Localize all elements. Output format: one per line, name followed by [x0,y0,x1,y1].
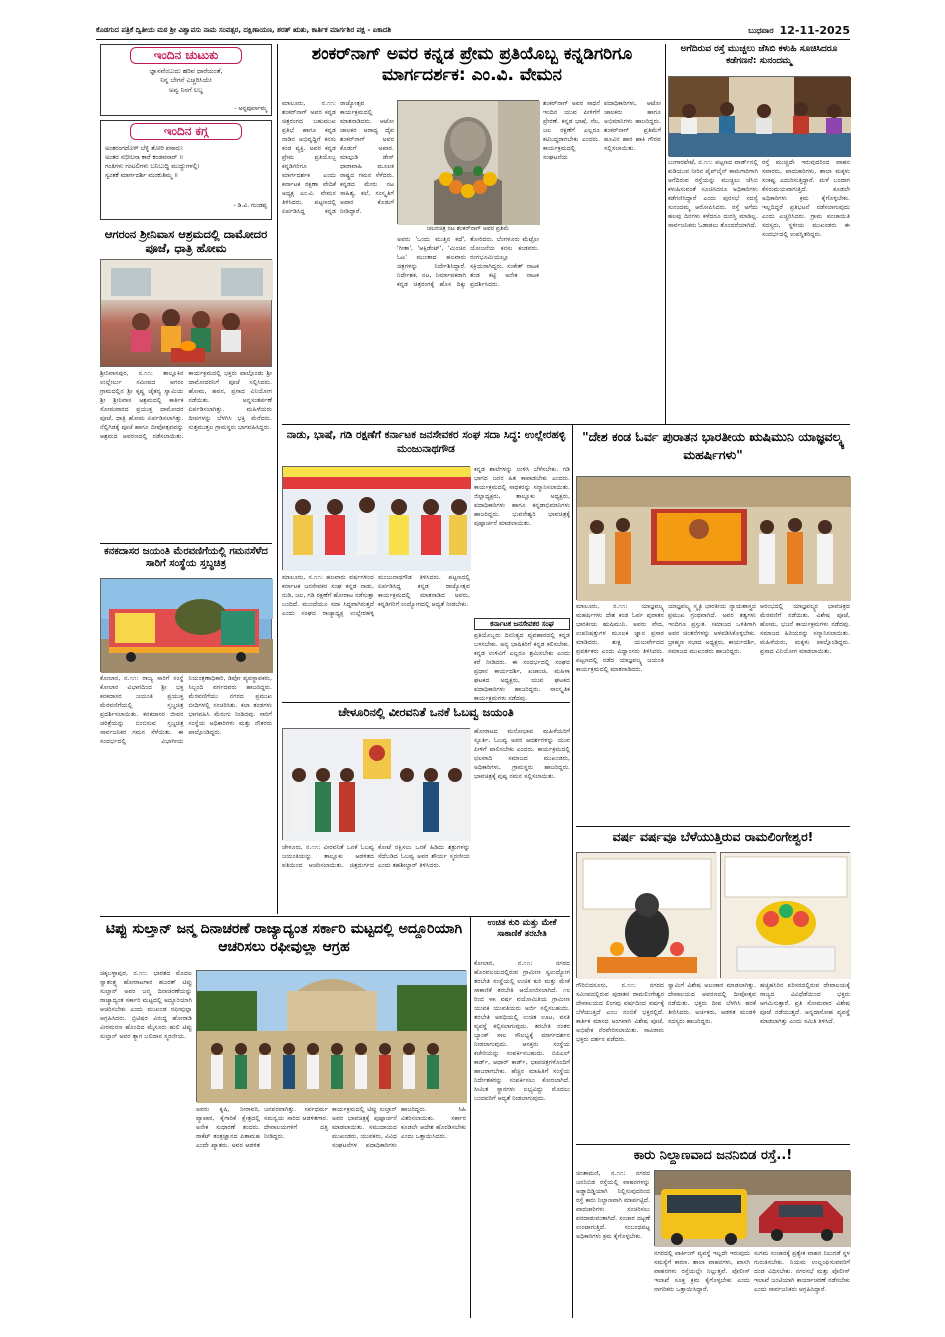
ashram-text: ಶ್ರೀನಿವಾಸಪುರ, ನ.೧೧: ತಾಲ್ಲೂಕಿನ ಉಲ್ಲೇರ್ಲು ಸಮೀಪದ ಆಗರಂ ಗ್ರಾಮದಲ್ಲಿನ ಶ್ರೀ ಕೃಷ್ಣ ಚೈತನ್ಯ ಸ್ವಾಮಿಯ ಶ್ರೀ ಶ್ರೀನಿವಾಸ ಆಶ್ರಮದಲ್ಲಿ ಕಾರ್ತಿಕ ಸೋಮವಾರದ ಪ್ರಯುಕ್ತ ದಾಮೋದರ ಪೂಜೆ, ಧಾತ್ರಿ ಹೋಮ ಏರ್ಪಡಿಸಲಾಗಿತ್ತು. ನೆಲ್ಲಿಗಿಡಕ್ಕೆ ಪೂಜೆ ಹಾಗೂ ದೀಪೋತ್ಸವವನ್ನು ಆಶ್ರಮದ ಆವರಣದಲ್ಲಿ ನಡೆಸಲಾಯಿತು. ಕಾರ್ಯಕ್ರಮದಲ್ಲಿ ಭಕ್ತರು ಪಾಲ್ಗೊಂಡು ಶ್ರೀ ದಾಮೋದರನಿಗೆ ಪೂಜೆ ಸಲ್ಲಿಸಿದರು. ಹೋಮ, ಹವನ, ಪ್ರಸಾದ ವಿನಿಯೋಗ ನಡೆಯಿತು. ಅನ್ನಸಂತರ್ಪಣೆ ಏರ್ಪಡಿಸಲಾಗಿತ್ತು. ಮಹಿಳೆಯರು ದೀಪಗಳನ್ನು ಬೆಳಗಿಸಿ ಭಕ್ತಿ ಮೆರೆದರು. ಸುತ್ತಮುತ್ತಲ ಗ್ರಾಮಸ್ಥರು ಭಾಗವಹಿಸಿದ್ದರು. [100,370,274,440]
car-text-b: ನಗರದಲ್ಲಿ ಪಾರ್ಕಿಂಗ್ ವ್ಯವಸ್ಥೆ ಇಲ್ಲದೇ ಇರುವುದು ಸಮಸ್ಯೆಗೆ ಕಾರಣ. ಶಾಲಾ ವಾಹನಗಳು, ಖಾಸಗಿ ವಾಹನಗಳು ರಸ್ತೆಯಲ್ಲೇ ನಿಲ್ಲುತ್ತವೆ. ಪೊಲೀಸ್ ಇಲಾಖೆ ಸೂಕ್ತ ಕ್ರಮ ಕೈಗೊಳ್ಳಬೇಕು ಎಂದು ನಾಗರಿಕರು ಒತ್ತಾಯಿಸಿದ್ದಾರೆ. [654,1250,752,1293]
statue-illustration [398,101,540,225]
nadu-photo [282,466,470,570]
ashram-heading: ಆಗರಂನ ಶ್ರೀನಿವಾಸ ಆಶ್ರಮದಲ್ಲಿ ದಾಮೋದರ ಪೂಜೆ, ಧಾತ್ರಿ ಹೋಮ [104,227,268,255]
nadu-subheading: ಕರ್ನಾಟಕ ಜನಸೇವಕರ ಸಂಘ [474,618,570,630]
obavva-photo [282,728,470,840]
tipu-photo [196,970,466,1102]
rama-heading: ವರ್ಷ ವರ್ಷವೂ ಬೆಳೆಯುತ್ತಿರುವ ರಾಮಲಿಂಗೇಶ್ವರ! [612,829,814,844]
sheep-text: ಕೋಲಾರ, ನ.೧೧: ನಗರದ ಹೊರವಲಯದಲ್ಲಿರುವ ಗ್ರಾಮೀಣ ಸ್ವಉದ್ಯೋಗ ತರಬೇತಿ ಸಂಸ್ಥೆಯಲ್ಲಿ ಉಚಿತ ಕುರಿ ಮತ್ತು ಮೇಕೆ ಸಾಕಾಣಿಕೆ ತರಬೇತಿ ಆಯೋಜಿಸಲಾಗಿದೆ. ೧೮ ರಿಂದ ೪೫ ವರ್ಷ ವಯೋಮಿತಿಯ ಗ್ರಾಮೀಣ ಯುವಕ ಯುವತಿಯರು ಅರ್ಜಿ ಸಲ್ಲಿಸಬಹುದು. ತರಬೇತಿ ಅವಧಿಯಲ್ಲಿ ಉಚಿತ ಊಟ, ವಸತಿ ವ್ಯವಸ್ಥೆ ಕಲ್ಪಿಸಲಾಗುವುದು. ತರಬೇತಿ ನಂತರ ಬ್ಯಾಂಕ್ ಸಾಲ ಸೌಲಭ್ಯಕ್ಕೆ ಮಾರ್ಗದರ್ಶನ ನೀಡಲಾಗುವುದು. ಆಸಕ್ತರು ಸಂಸ್ಥೆಯ ಕಚೇರಿಯನ್ನು ಸಂಪರ್ಕಿಸಬಹುದು. ಬಿಪಿಎಲ್ ಕಾರ್ಡ್, ಆಧಾರ್ ಕಾರ್ಡ್, ಭಾವಚಿತ್ರಗಳೊಂದಿಗೆ ಹಾಜರಾಗಬೇಕು. ಹೆಚ್ಚಿನ ಮಾಹಿತಿಗೆ ಸಂಸ್ಥೆಯ ನಿರ್ದೇಶಕರನ್ನು ಸಂಪರ್ಕಿಸಲು ಕೋರಲಾಗಿದೆ. ಸೀಮಿತ ಸ್ಥಾನಗಳು ಲಭ್ಯವಿದ್ದು ಮೊದಲು ಬಂದವರಿಗೆ ಆದ್ಯತೆ ನೀಡಲಾಗುವುದು. [474,960,572,1102]
obavva-text-a: ಚೇಳೂರು, ನ.೧೧: ವೀರವನಿತೆ ಒನಕೆ ಓಬವ್ವ ಜಯಂತಿಯನ್ನು ತಾಲ್ಲೂಕು ಆಡಳಿತದ ವತಿಯಿಂದ ಆಚರಿಸಲಾಯಿತು. ಚಿತ್ರದುರ್ಗದ ಕೋಟೆ ರಕ್ಷಿಸಲು ಒನಕೆ ಹಿಡಿದು ಶತ್ರುಗಳನ್ನು ಸೆದೆಬಡಿದ ಓಬವ್ವ ಅವರ ಶೌರ್ಯ ಸ್ಮರಣೀಯ ಎಂದು ತಹಶೀಲ್ದಾರ್ ತಿಳಿಸಿದರು. [282,844,472,869]
shankar-caption: ಚಲನಚಿತ್ರ ನಟ ಶಂಕರ್‌ನಾಗ್ ಅವರ ಪ್ರತಿಮೆ [426,225,510,232]
tomb-illustration [197,971,467,1103]
poem-text: ಅಂತರಂಗದೊಳ್ ಬೆಳ್ಳಿ ತೋರಿ ಪಸಾರು। ಅಂತರ ಸಭೀಲನಾ ಕಾರೆ ಕಂಡವನಾರ್ ॥ ಗಂತಿಗಳು ಗಂಟಲಿಗಳು ಬನಿಬುದ್ಧಿ ಮುದ್ದುಗಳಲ್ಲಿ। ಸ್ವಂತಕೆ ಮಾರ್ಗದರ್ಶಿ ಮಂಕುತಿಮ್ಮ ॥ [105,145,200,180]
rama-text-c: ಹಚ್ಚಹಸಿರಿನ ಪರಿಸರದಲ್ಲಿರುವ ದೇವಾಲಯಕ್ಕೆ ರಾಜ್ಯದ ವಿವಿಧೆಡೆಯಿಂದ ಭಕ್ತರು ಆಗಮಿಸುತ್ತಾರೆ. ಪ್ರತಿ ಸೋಮವಾರ ವಿಶೇಷ ಪೂಜೆ ನಡೆಯುತ್ತದೆ. ಅನ್ನದಾಸೋಹ ವ್ಯವಸ್ಥೆ ಮಾಡಲಾಗಿತ್ತು ಎಂದು ಸಮಿತಿ ತಿಳಿಸಿದೆ. [760,982,852,1025]
tableau-text: ಕೋಲಾರ, ನ.೧೧: ರಾಜ್ಯ ಸಾರಿಗೆ ಸಂಸ್ಥೆ ಕೋಲಾರ ವಿಭಾಗದಿಂದ ಶ್ರೀ ಭಕ್ತ ಕನಕದಾಸರ ಜಯಂತಿ ಪ್ರಯುಕ್ತ ಮೆರವಣಿಗೆಯಲ್ಲಿ ಸ್ತಬ್ಧಚಿತ್ರ ಪ್ರದರ್ಶಿಸಲಾಯಿತು. ಕನಕದಾಸರ ಜೀವನ ಚರಿತ್ರೆಯನ್ನು ಬಿಂಬಿಸುವ ಸ್ತಬ್ಧಚಿತ್ರ ಸಾರ್ವಜನಿಕರ ಗಮನ ಸೆಳೆಯಿತು. ಈ ಸಂದರ್ಭದಲ್ಲಿ ವಿಭಾಗೀಯ ನಿಯಂತ್ರಣಾಧಿಕಾರಿ, ಡಿಪೋ ವ್ಯವಸ್ಥಾಪಕರು, ಸಿಬ್ಬಂದಿ ವರ್ಗದವರು ಹಾಜರಿದ್ದರು. ಮೆರವಣಿಗೆಯು ನಗರದ ಪ್ರಮುಖ ಬೀದಿಗಳಲ್ಲಿ ಸಂಚರಿಸಿತು. ಕಲಾ ತಂಡಗಳು ಭಾಗವಹಿಸಿ ಮೆರುಗು ನೀಡಿದವು. ಸಾರಿಗೆ ಸಂಸ್ಥೆಯ ಅಧಿಕಾರಿಗಳು ಮತ್ತು ನೌಕರರು ಪಾಲ್ಗೊಂಡಿದ್ದರು. [100,675,274,745]
meeting-illustration [669,77,851,157]
nadu-text-a: ಮಾಲೂರು, ನ.೧೧: ಹಲವಾರು ವರ್ಷಗಳಿಂದ ಕರ್ನಾಟಕ ಜನಸೇವಕರ ಸಂಘ ಕನ್ನಡ ನಾಡು, ನುಡಿ, ಜಲ, ಗಡಿ ರಕ್ಷಣೆಗೆ ಹೋರಾಟ ನಡೆಸುತ್ತಾ ಬಂದಿದೆ. ಮುಂದೆಯೂ ಸದಾ ಸಿದ್ಧವಾಗಿರುತ್ತದೆ ಎಂದು ಸಂಘದ ರಾಜ್ಯಾಧ್ಯಕ್ಷ ಉಲ್ಲೇರಹಳ್ಳಿ ಮಂಜುನಾಥಗೌಡ ತಿಳಿಸಿದರು. ಪಟ್ಟಣದಲ್ಲಿ ಏರ್ಪಡಿಸಿದ್ದ ಕನ್ನಡ ರಾಜ್ಯೋತ್ಸವ ಕಾರ್ಯಕ್ರಮದಲ್ಲಿ ಮಾತನಾಡಿದ ಅವರು, ಕನ್ನಡಿಗರಿಗೆ ಉದ್ಯೋಗದಲ್ಲಿ ಆದ್ಯತೆ ನೀಡಬೇಕು. [282,574,472,617]
road-photo [668,76,850,156]
shankar-heading: ಶಂಕರ್‌ನಾಗ್ ಅವರ ಕನ್ನಡ ಪ್ರೇಮ ಪ್ರತಿಯೊಬ್ಬ ಕನ್ನಡಿಗರಿಗೂ ಮಾರ್ಗದರ್ಶಕ: ಎಂ.ವಿ. ವೇಮನ [311,44,633,86]
tipu-heading: ಟಿಪ್ಪು ಸುಲ್ತಾನ್ ಜನ್ಮ ದಿನಾಚರಣೆ ರಾಜ್ಯಾದ್ಯಂತ ಸರ್ಕಾರಿ ಮಟ್ಟದಲ್ಲಿ ಅದ್ದೂರಿಯಾಗಿ ಆಚರಿಸಲು ರಫೀವುಲ್ಲಾ ಆಗ್ರಹ [105,921,463,956]
thought-text: ಜ್ಞಾನವೆಂಬುದು ಹರಿವ ಧಾರೆಯಂತೆ, ನಿನ್ನ ಬೇಗನೆ ಎಚ್ಚರಿಸಿಯೇ ಅವ್ವ ನಿನಗೆ ಲಬ್ಧ [149,67,223,94]
yajnavalkya-text-c: ಆರಂಭದಲ್ಲಿ ಯಾಜ್ಞವಲ್ಕ್ಯರ ಭಾವಚಿತ್ರದ ಮೆರವಣಿಗೆ ನಡೆಯಿತು. ವಿಶೇಷ ಪೂಜೆ, ಹೋಮ, ಭಜನೆ ಕಾರ್ಯಕ್ರಮಗಳು ನಡೆದವು. ಸಮಾಜದ ಹಿರಿಯರನ್ನು ಸನ್ಮಾನಿಸಲಾಯಿತು. ಮಹಿಳೆಯರು, ಮಕ್ಕಳು ಪಾಲ್ಗೊಂಡಿದ್ದರು. ಪ್ರಸಾದ ವಿನಿಯೋಗ ಮಾಡಲಾಯಿತು. [760,603,852,655]
road-text-a: ಬಂಗಾರಪೇಟೆ, ನ.೧೧: ಪಟ್ಟಣದ ವಾರ್ಡ್‌ನಲ್ಲಿ ಕುಡಿಯುವ ನೀರಿನ ಪೈಪ್‌ಲೈನ್ ಕಾಮಗಾರಿಗಾಗಿ ಅಗೆದಿರುವ ರಸ್ತೆಯನ್ನು ಮುಚ್ಚಲು ಜೆಸಿಬಿ ಕಳುಹಿಸುವಂತೆ ಸೂಚಿಸಿದರೂ ಅಧಿಕಾರಿಗಳು ಕಡೆಗಣಿಸಿದ್ದಾರೆ ಎಂದು ಪುರಸಭೆ ಸದಸ್ಯೆ ಸುನಂದಮ್ಮ ಆರೋಪಿಸಿದರು. ರಸ್ತೆ ಅಗೆದು ಹಲವು ದಿನಗಳು ಕಳೆದರೂ ದುರಸ್ತಿ ಮಾಡಿಲ್ಲ. ಸಾರ್ವಜನಿಕರು ಓಡಾಡಲು ತೊಂದರೆಯಾಗಿದೆ. [668,159,760,229]
car-photo [654,1170,850,1246]
rama-photo-2 [720,852,850,978]
tipu-text-c: ಕಾರ್ಯಕ್ರಮದಲ್ಲಿ ಟಿಪ್ಪು ಸುಲ್ತಾನ್ ಅವರ ಭಾವಚಿತ್ರಕ್ಕೆ ಪುಷ್ಪಾರ್ಚನೆ ಮಾಡಲಾಯಿತು. ಸಮುದಾಯದ ಮುಖಂಡರು, ಯುವಕರು, ವಿವಿಧ ಸಂಘಟನೆಗಳ ಪದಾಧಿಕಾರಿಗಳು ಹಾಜರಿದ್ದರು. ಸಿಹಿ ವಿತರಿಸಲಾಯಿತು. ಸರ್ಕಾರ ಕೂಡಲೇ ಆದೇಶ ಹೊರಡಿಸಬೇಕು ಎಂದು ಒತ್ತಾಯಿಸಿದರು. [332,1106,468,1149]
car-heading: ಕಾರು ನಿಲ್ದಾಣವಾದ ಜನನಿಬಿಡ ರಸ್ತೆ..! [633,1148,793,1163]
shankar-text-b: ಅವರು 'ಒಂದು ಮುತ್ತಿನ ಕಥೆ', 'ಗೀತಾ', 'ಆಕ್ಸಿಡೆಂಟ್', 'ಮಿಂಚಿನ ಓಟ' ಮುಂತಾದ ಹಲವಾರು ಚಿತ್ರಗಳನ್ನು ನಿರ್ದೇಶಿಸಿದ್ದಾರೆ. ನಿರ್ದೇಶಕ, ನಟ, ನಿರ್ಮಾಪಕರಾಗಿ ಕನ್ನಡ ಚಿತ್ರರಂಗಕ್ಕೆ ಹೊಸ ದಿಕ್ಕು ತೋರಿದರು. ಬೆಂಗಳೂರು ಮೆಟ್ರೋ ಯೋಜನೆಯ ಕನಸು ಕಂಡವರು. ರಂಗಭೂಮಿಯಲ್ಲೂ ಸಕ್ರಿಯರಾಗಿದ್ದರು. ಸಂಕೇತ್ ನಾಟಕ ತಂಡ ಕಟ್ಟಿ ಅನೇಕ ನಾಟಕ ಪ್ರದರ್ಶಿಸಿದರು. [397,236,541,288]
thought-title: ಇಂದಿನ ಚುಟುಕು [130,47,242,64]
thought-author: - ಅನ್ನಪೂರ್ಣಮ್ಮ [234,105,267,112]
yajnavalkya-text-a: ಮಾಲೂರು, ನ.೧೧: ಯಾಜ್ಞವಲ್ಕ್ಯ ಮಹರ್ಷಿಗಳು ದೇಶ ಕಂಡ ಓರ್ವ ಪುರಾತನ ಭಾರತೀಯ ಋಷಿಮುನಿ. ಅವರು ವೇದ, ಉಪನಿಷತ್ತುಗಳ ಮೂಲಕ ಜ್ಞಾನ ಪ್ರಸಾರ ಮಾಡಿದರು. ಶುಕ್ಲ ಯಜುರ್ವೇದದ ಪ್ರವರ್ತಕರು ಎಂದು ವಿದ್ವಾಂಸರು ತಿಳಿಸಿದರು. ಪಟ್ಟಣದಲ್ಲಿ ನಡೆದ ಯಾಜ್ಞವಲ್ಕ್ಯ ಜಯಂತಿ ಕಾರ್ಯಕ್ರಮದಲ್ಲಿ ಮಾತನಾಡಿದರು. [576,603,666,673]
yajnavalkya-text-b: ಯಾಜ್ಞವಲ್ಕ್ಯ ಸ್ಮೃತಿ ಭಾರತೀಯ ನ್ಯಾಯಶಾಸ್ತ್ರದ ಪ್ರಮುಖ ಗ್ರಂಥವಾಗಿದೆ. ಅವರ ತತ್ವಗಳು ಇಂದಿಗೂ ಪ್ರಸ್ತುತ. ಸಮಾಜದ ಒಳಿತಿಗಾಗಿ ಅವರ ಚಿಂತನೆಗಳನ್ನು ಅಳವಡಿಸಿಕೊಳ್ಳಬೇಕು. ಬ್ರಾಹ್ಮಣ ಸಭಾದ ಅಧ್ಯಕ್ಷರು, ಕಾರ್ಯದರ್ಶಿ, ಸಮಾಜದ ಮುಖಂಡರು ಹಾಜರಿದ್ದರು. [668,603,758,655]
jayanti-illustration [283,729,471,841]
obavva-text-b: ಹೋರಾಟದ ಮನೋಭಾವ ಮಹಿಳೆಯರಿಗೆ ಸ್ಫೂರ್ತಿ. ಓಬವ್ವ ಅವರ ಆದರ್ಶಗಳನ್ನು ಯುವ ಪೀಳಿಗೆ ಪಾಲಿಸಬೇಕು ಎಂದರು. ಕಾರ್ಯಕ್ರಮದಲ್ಲಿ ಛಲವಾದಿ ಸಮಾಜದ ಮುಖಂಡರು, ಅಧಿಕಾರಿಗಳು, ಗ್ರಾಮಸ್ಥರು ಹಾಜರಿದ್ದರು. ಭಾವಚಿತ್ರಕ್ಕೆ ಪುಷ್ಪ ನಮನ ಸಲ್ಲಿಸಲಾಯಿತು. [474,728,572,780]
poem-author: - ಡಿ.ವಿ. ಗುಂಡಪ್ಪ [233,202,267,209]
tableau-heading: ಕನಕದಾಸರ ಜಯಂತಿ ಮೆರವಣಿಗೆಯಲ್ಲಿ ಗಮನಸೆಳೆದ ಸಾರಿಗೆ ಸಂಸ್ಥೆಯ ಸ್ತಬ್ಧಚಿತ್ರ [104,546,268,569]
tipu-text-a: ಚಿಕ್ಕಬಳ್ಳಾಪುರ, ನ.೧೧: ಭಾರತದ ಮೊದಲ ಸ್ವಾತಂತ್ರ್ಯ ಹೋರಾಟಗಾರ ಹಜರತ್ ಟಿಪ್ಪು ಸುಲ್ತಾನ್ ಅವರ ಜನ್ಮ ದಿನಾಚರಣೆಯನ್ನು ರಾಜ್ಯಾದ್ಯಂತ ಸರ್ಕಾರಿ ಮಟ್ಟದಲ್ಲಿ ಅದ್ದೂರಿಯಾಗಿ ಆಚರಿಸಬೇಕು ಎಂದು ಮುಖಂಡ ರಫೀವುಲ್ಲಾ ಆಗ್ರಹಿಸಿದರು. ಬ್ರಿಟಿಷರ ವಿರುದ್ಧ ಹೋರಾಡಿ ವೀರಮರಣ ಹೊಂದಿದ ಮೈಸೂರು ಹುಲಿ ಟಿಪ್ಪು ಸುಲ್ತಾನ್ ಅವರ ತ್ಯಾಗ ಬಲಿದಾನ ಸ್ಮರಣೀಯ. [100,970,194,1040]
ashram-photo [100,259,272,367]
yajnavalkya-heading: "ದೇಶ ಕಂಡ ಓರ್ವ ಪುರಾತನ ಭಾರತೀಯ ಋಷಿಮುನಿ ಯಾಜ್ಞವಲ್ಕ್ಯ ಮಹರ್ಷಿಗಳು" [582,429,844,462]
rama-text-b: ಸ್ವಾಮಿಗೆ ವಿಶೇಷ ಅಲಂಕಾರ ಮಾಡಲಾಗಿತ್ತು. ದೇವಾಲಯದ ಆವರಣದಲ್ಲಿ ದೀಪೋತ್ಸವ ನಡೆಯಿತು. ಭಕ್ತರು ದೀಪ ಬೆಳಗಿಸಿ ಹರಕೆ ತೀರಿಸಿದರು. ಅರ್ಚಕರು, ಆಡಳಿತ ಮಂಡಳಿ ಸದಸ್ಯರು ಹಾಜರಿದ್ದರು. [668,982,758,1025]
car-text-c: ಸುಗಮ ಸಂಚಾರಕ್ಕೆ ಪ್ರತ್ಯೇಕ ವಾಹನ ನಿಲುಗಡೆ ಸ್ಥಳ ಗುರುತಿಸಬೇಕು. ನಿಯಮ ಉಲ್ಲಂಘಿಸುವವರಿಗೆ ದಂಡ ವಿಧಿಸಬೇಕು. ನಗರಸಭೆ ಮತ್ತು ಪೊಲೀಸ್ ಇಲಾಖೆ ಜಂಟಿಯಾಗಿ ಕಾರ್ಯಾಚರಣೆ ನಡೆಸಬೇಕು ಎಂದು ಸಾರ್ವಜನಿಕರು ಆಗ್ರಹಿಸಿದ್ದಾರೆ. [754,1250,852,1293]
shankar-text-c: ಶಂಕರ್‌ನಾಗ್ ಅವರ ಸಾಧನೆ ಇಂದಿನ ಯುವ ಪೀಳಿಗೆಗೆ ಪ್ರೇರಣೆ. ಕನ್ನಡ ಭಾಷೆ, ನೆಲ, ಜಲ ರಕ್ಷಣೆಗೆ ಎಲ್ಲರೂ ಕಟಿಬದ್ಧರಾಗಬೇಕು ಎಂದರು. ಕಾರ್ಯಕ್ರಮದಲ್ಲಿ ಸಂಘಟನೆಯ ಪದಾಧಿಕಾರಿಗಳು, ಆಟೋ ಚಾಲಕರು ಹಾಗೂ ಅಭಿಮಾನಿಗಳು ಹಾಜರಿದ್ದರು. ಶಂಕರ್‌ನಾಗ್ ಪ್ರತಿಮೆಗೆ ಹೂವಿನ ಹಾರ ಹಾಕಿ ಗೌರವ ಸಲ್ಲಿಸಲಾಯಿತು. [543,100,663,161]
car-text-a: ಚಿಂತಾಮಣಿ, ನ.೧೧: ನಗರದ ಜನನಿಬಿಡ ರಸ್ತೆಯಲ್ಲಿ ವಾಹನಗಳನ್ನು ಅಡ್ಡಾದಿಡ್ಡಿಯಾಗಿ ನಿಲ್ಲಿಸುವುದರಿಂದ ರಸ್ತೆ ಕಾರು ನಿಲ್ದಾಣವಾಗಿ ಮಾರ್ಪಟ್ಟಿದೆ. ಪಾದಚಾರಿಗಳು ಸಂಚರಿಸಲು ಪರದಾಡುವಂತಾಗಿದೆ. ಸಂಚಾರ ದಟ್ಟಣೆ ಉಂಟಾಗುತ್ತಿದೆ. ಸಂಬಂಧಪಟ್ಟ ಅಧಿಕಾರಿಗಳು ಕ್ರಮ ಕೈಗೊಳ್ಳಬೇಕು. [576,1170,652,1240]
shankar-statue-photo [397,100,539,224]
tipu-text-b: ಅವರು ಕೃಷಿ, ನೀರಾವರಿ, ವ್ಯಾಪಾರ, ಕೈಗಾರಿಕೆ ಕ್ಷೇತ್ರದಲ್ಲಿ ಅನೇಕ ಸುಧಾರಣೆ ತಂದರು. ರಾಕೆಟ್ ತಂತ್ರಜ್ಞಾನದ ಪಿತಾಮಹ ಎಂದೇ ಖ್ಯಾತರು. ಅವರ ಆಡಳಿತ ಜನಪರವಾಗಿತ್ತು. ಸರ್ವಧರ್ಮ ಸಮನ್ವಯ ಸಾರಿದ ಆಡಳಿತಗಾರ. ದೇವಾಲಯಗಳಿಗೆ ದತ್ತಿ ನೀಡಿದ್ದರು. [196,1106,330,1149]
masthead-day: ಬುಧವಾರ [748,25,774,35]
masthead-date: 12-11-2025 [779,24,850,37]
sheep-heading: ಉಚಿತ ಕುರಿ ಮತ್ತು ಮೇಕೆ ಸಾಕಾಣಿಕೆ ತರಬೇತಿ [487,918,557,940]
procession-illustration [577,477,851,601]
poem-box [100,120,272,220]
temple-illustration-1 [577,853,717,979]
shankar-text-a: ಮಾಲೂರು, ನ.೧೧: ಶಂಕರ್‌ನಾಗ್ ಅವರ ಕನ್ನಡ ಚಿತ್ರರಂಗದ ಬಹುಮುಖ ಪ್ರತಿಭೆ ಹಾಗೂ ಕನ್ನಡ ನಾಡಿನ ಅಭಿವೃದ್ಧಿಗೆ ಕನಸು ಕಂಡ ವ್ಯಕ್ತಿ. ಅವರ ಕನ್ನಡ ಪ್ರೇಮ ಪ್ರತಿಯೊಬ್ಬ ಕನ್ನಡಿಗರಿಗೂ ಮಾರ್ಗದರ್ಶಕ ಎಂದು ಕರ್ನಾಟಕ ರಕ್ಷಣಾ ವೇದಿಕೆ ಅಧ್ಯಕ್ಷ ಎಂ.ವಿ. ವೇಮನ ತಿಳಿಸಿದರು. ಪಟ್ಟಣದಲ್ಲಿ ಏರ್ಪಡಿಸಿದ್ದ ಕನ್ನಡ ರಾಜ್ಯೋತ್ಸವ ಕಾರ್ಯಕ್ರಮದಲ್ಲಿ ಮಾತನಾಡಿದರು. ಆಟೋ ಚಾಲಕರ ಆರಾಧ್ಯ ದೈವ ಶಂಕರ್‌ನಾಗ್ ಅವರ ಕೊಡುಗೆ ಅಪಾರ. ಮಾಲ್ಗುಡಿ ಡೇಸ್ ಧಾರಾವಾಹಿ ಮೂಲಕ ರಾಷ್ಟ್ರದ ಗಮನ ಸೆಳೆದರು. ಕನ್ನಡದ ಮೇರು ನಟ ಸಾಹಿತ್ಯ, ಕಲೆ, ಸಂಸ್ಕೃತಿಗೆ ಅಪಾರ ಕೊಡುಗೆ ನೀಡಿದ್ದಾರೆ. [282,100,396,215]
tableau-photo [100,578,272,672]
nadu-text-c: ಪ್ರತಿಯೊಬ್ಬರು ದಿನನಿತ್ಯದ ವ್ಯವಹಾರದಲ್ಲಿ ಕನ್ನಡ ಬಳಸಬೇಕು. ಅನ್ಯ ಭಾಷಿಕರಿಗೆ ಕನ್ನಡ ಕಲಿಸಬೇಕು. ಕನ್ನಡ ಉಳಿವಿಗೆ ಎಲ್ಲರೂ ಶ್ರಮಿಸಬೇಕು ಎಂದು ಕರೆ ನೀಡಿದರು. ಈ ಸಂದರ್ಭದಲ್ಲಿ ಸಂಘದ ಪ್ರಧಾನ ಕಾರ್ಯದರ್ಶಿ, ಖಜಾಂಚಿ, ಮಹಿಳಾ ಘಟಕದ ಅಧ್ಯಕ್ಷರು, ಯುವ ಘಟಕದ ಪದಾಧಿಕಾರಿಗಳು ಹಾಜರಿದ್ದರು. ಸಾಂಸ್ಕೃತಿಕ ಕಾರ್ಯಕ್ರಮಗಳು ನಡೆದವು. [474,632,572,702]
poem-title: ಇಂದಿನ ಕಗ್ಗ [130,123,242,140]
rama-photo-1 [576,852,716,978]
ashram-photo-illustration [101,260,273,368]
nadu-heading: ನಾಡು, ಭಾಷೆ, ಗಡಿ ರಕ್ಷಣೆಗೆ ಕರ್ನಾಟಕ ಜನಸೇವಕರ ಸಂಘ ಸದಾ ಸಿದ್ಧ: ಉಲ್ಲೇರಹಳ್ಳಿ ಮಂಜುನಾಥಗೌಡ [286,429,566,456]
road-text-b: ರಸ್ತೆ ಮುಚ್ಚದೇ ಇರುವುದರಿಂದ ವಾಹನ ಸವಾರರು, ಪಾದಚಾರಿಗಳು, ಶಾಲಾ ಮಕ್ಕಳು ಸಂಕಷ್ಟ ಎದುರಿಸುತ್ತಿದ್ದಾರೆ. ಮಳೆ ಬಂದಾಗ ಕೆಸರುಮಯವಾಗುತ್ತಿದೆ. ಕೂಡಲೇ ಅಧಿಕಾರಿಗಳು ಕ್ರಮ ಕೈಗೊಳ್ಳಬೇಕು. ಇಲ್ಲದಿದ್ದರೆ ಪ್ರತಿಭಟನೆ ನಡೆಸಲಾಗುವುದು ಎಂದು ಎಚ್ಚರಿಸಿದರು. ಗ್ರಾಮ ಪಂಚಾಯಿತಿ ಸದಸ್ಯರು, ಸ್ಥಳೀಯ ಮುಖಂಡರು ಈ ಸಂದರ್ಭದಲ್ಲಿ ಉಪಸ್ಥಿತರಿದ್ದರು. [762,159,852,238]
obavva-heading: ಚೇಳೂರಿನಲ್ಲಿ ವೀರವನಿತೆ ಒನಕೆ ಓಬವ್ವ ಜಯಂತಿ [338,705,514,719]
road-heading: ಅಗೆದಿರುವ ರಸ್ತೆ ಮುಚ್ಚಲು ಜೆಸಿಬಿ ಕಳುಹಿ ಸೂಚಿಸಿದರೂ ಕಡೆಗಣನೆ: ಸುನಂದಮ್ಮ [680,44,838,66]
parking-illustration [655,1171,851,1247]
rama-text-a: ಗೌರಿಬಿದನೂರು, ನ.೧೧: ನಗರದ ಸಮೀಪದಲ್ಲಿರುವ ಪುರಾತನ ರಾಮಲಿಂಗೇಶ್ವರ ದೇವಾಲಯದ ಲಿಂಗವು ವರ್ಷದಿಂದ ವರ್ಷಕ್ಕೆ ಬೆಳೆಯುತ್ತಿದೆ ಎಂಬ ನಂಬಿಕೆ ಭಕ್ತರಲ್ಲಿದೆ. ಕಾರ್ತಿಕ ಮಾಸದ ಅಂಗವಾಗಿ ವಿಶೇಷ ಪೂಜೆ, ಅಭಿಷೇಕ ನೆರವೇರಿಸಲಾಯಿತು. ಸಾವಿರಾರು ಭಕ್ತರು ದರ್ಶನ ಪಡೆದರು. [576,982,666,1043]
tableau-illustration [101,579,273,673]
masthead-line: ಕೊಡಗುದ ಪತ್ರಿಕೆ ದ್ವಿತೀಯ ಮಠ ಶ್ರೀ ವಿಶ್ವಾವಸು ನಾಮ ಸಂವತ್ಸರ, ದಕ್ಷಿಣಾಯಣ, ಶರತ್ ಋತು, ಕಾರ್ತಿಕ ಮಾರ್ಗಶಿರ ಪಕ್ಷ - ಏಕಾದಶಿ [96,26,392,34]
stage-illustration [283,467,471,571]
nadu-text-b: ಕನ್ನಡ ಶಾಲೆಗಳನ್ನು ಉಳಿಸಿ ಬೆಳೆಸಬೇಕು. ಗಡಿ ಭಾಗದ ಜನರ ಹಿತ ಕಾಪಾಡಬೇಕು ಎಂದರು. ಕಾರ್ಯಕ್ರಮದಲ್ಲಿ ಸಾಧಕರನ್ನು ಸನ್ಮಾನಿಸಲಾಯಿತು. ಜಿಲ್ಲಾಧ್ಯಕ್ಷರು, ತಾಲ್ಲೂಕು ಅಧ್ಯಕ್ಷರು, ಪದಾಧಿಕಾರಿಗಳು ಹಾಗೂ ಕನ್ನಡಾಭಿಮಾನಿಗಳು ಹಾಜರಿದ್ದರು. ಭುವನೇಶ್ವರಿ ಭಾವಚಿತ್ರಕ್ಕೆ ಪುಷ್ಪಾರ್ಚನೆ ಮಾಡಲಾಯಿತು. [474,466,572,527]
masthead [96,22,850,40]
temple-illustration-2 [721,853,851,979]
thought-box [100,44,272,116]
yajnavalkya-photo [576,476,850,600]
